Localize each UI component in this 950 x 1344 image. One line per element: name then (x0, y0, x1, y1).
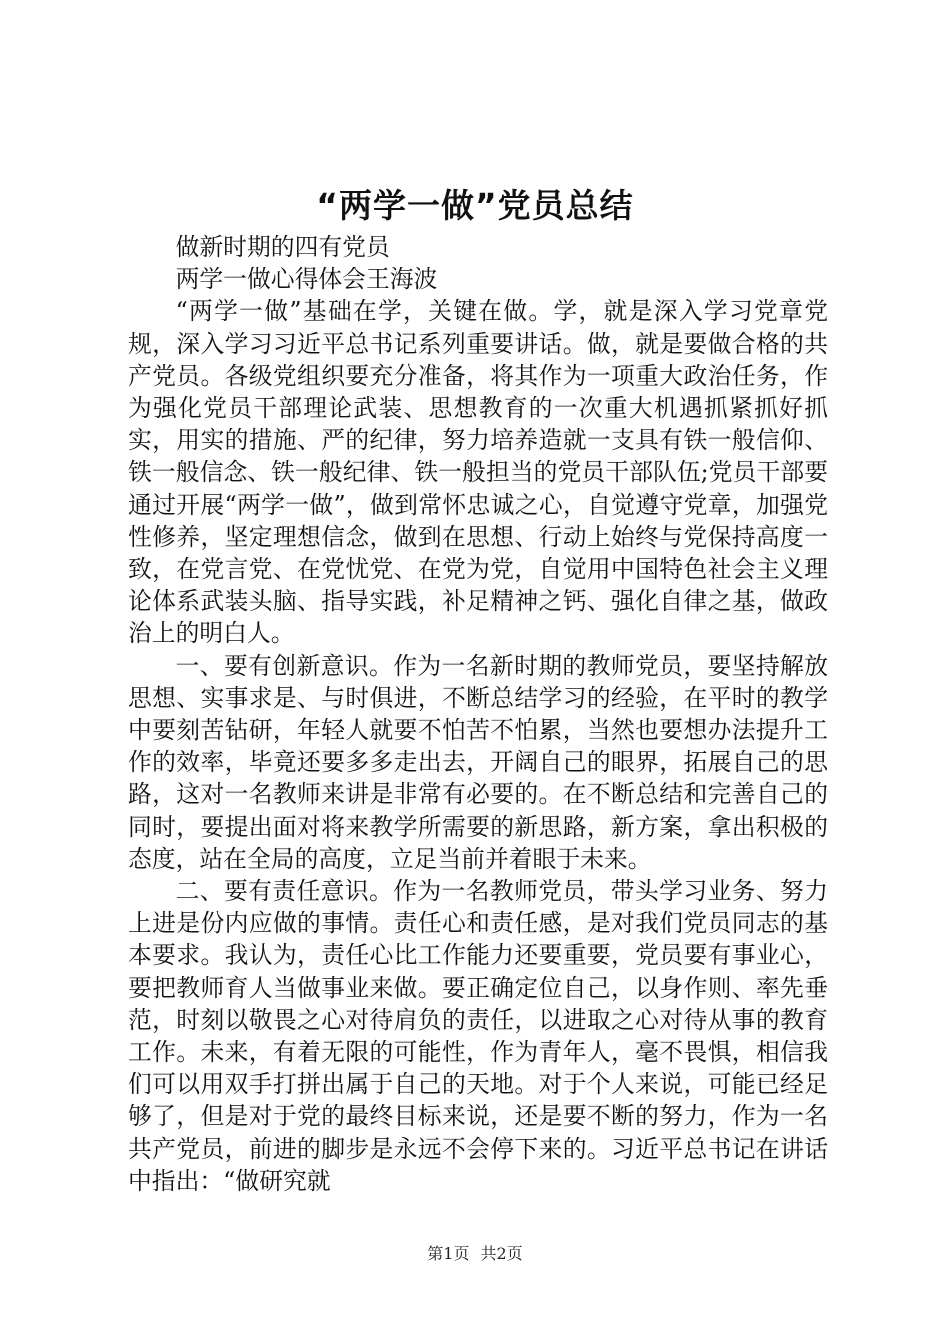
page-total: 共2页 (480, 1244, 523, 1263)
body-paragraph: “两学一做”基础在学，关键在做。学，就是深入学习党章党规，深入学习习近平总书记系列重要讲话。做，就是要做合格的共产党员。各级党组织要充分准备，将其作为一项重大政治任务，作为强化党员干部理论武装、思想教育的一次重大机遇抓紧抓好抓实，用实的措施、严的纪律，努力培养造就一支具有铁一般信仰、铁一般信念、铁一般纪律、铁一般担当的党员干部队伍;党员干部要通过开展“两学一做”，做到常怀忠诚之心，自觉遵守党章，加强党性修养，坚定理想信念，做到在思想、行动上始终与党保持高度一致，在党言党、在党忧党、在党为党，自觉用中国特色社会主义理论体系武装头脑、指导实践，补足精神之钙、强化自律之基，做政治上的明白人。 (128, 297, 828, 648)
body-paragraph: 二、要有责任意识。作为一名教师党员，带头学习业务、努力上进是份内应做的事情。责任心和责任感，是对我们党员同志的基本要求。我认为，责任心比工作能力还要重要，党员要有事业心，要把教师育人当做事业来做。要正确定位自己，以身作则、率先垂范，时刻以敬畏之心对待肩负的责任，以进取之心对待从事的教育工作。未来，有着无限的可能性，作为青年人，毫不畏惧，相信我们可以用双手打拼出属于自己的天地。对于个人来说，可能已经足够了，但是对于党的最终目标来说，还是要不断的努力，作为一名共产党员，前进的脚步是永远不会停下来的。习近平总书记在讲话中指出：“做研究就 (128, 877, 828, 1195)
body-paragraph: 一、要有创新意识。作为一名新时期的教师党员，要坚持解放思想、实事求是、与时俱进，不断总结学习的经验，在平时的教学中要刻苦钻研，年轻人就要不怕苦不怕累，当然也要想办法提升工作的效率，毕竟还要多多走出去，开阔自己的眼界，拓展自己的思路，这对一名教师来讲是非常有必要的。在不断总结和完善自己的同时，要提出面对将来教学所需要的新思路，新方案，拿出积极的态度，站在全局的高度，立足当前并着眼于未来。 (128, 651, 828, 873)
subtitle-line: 做新时期的四有党员 (175, 233, 390, 261)
document-title: “两学一做”党员总结 (316, 186, 634, 225)
document-body (128, 231, 828, 1197)
author-line: 两学一做心得体会王海波 (175, 265, 438, 294)
page-footer (0, 1244, 950, 1264)
page-number: 第1页 (427, 1244, 470, 1263)
